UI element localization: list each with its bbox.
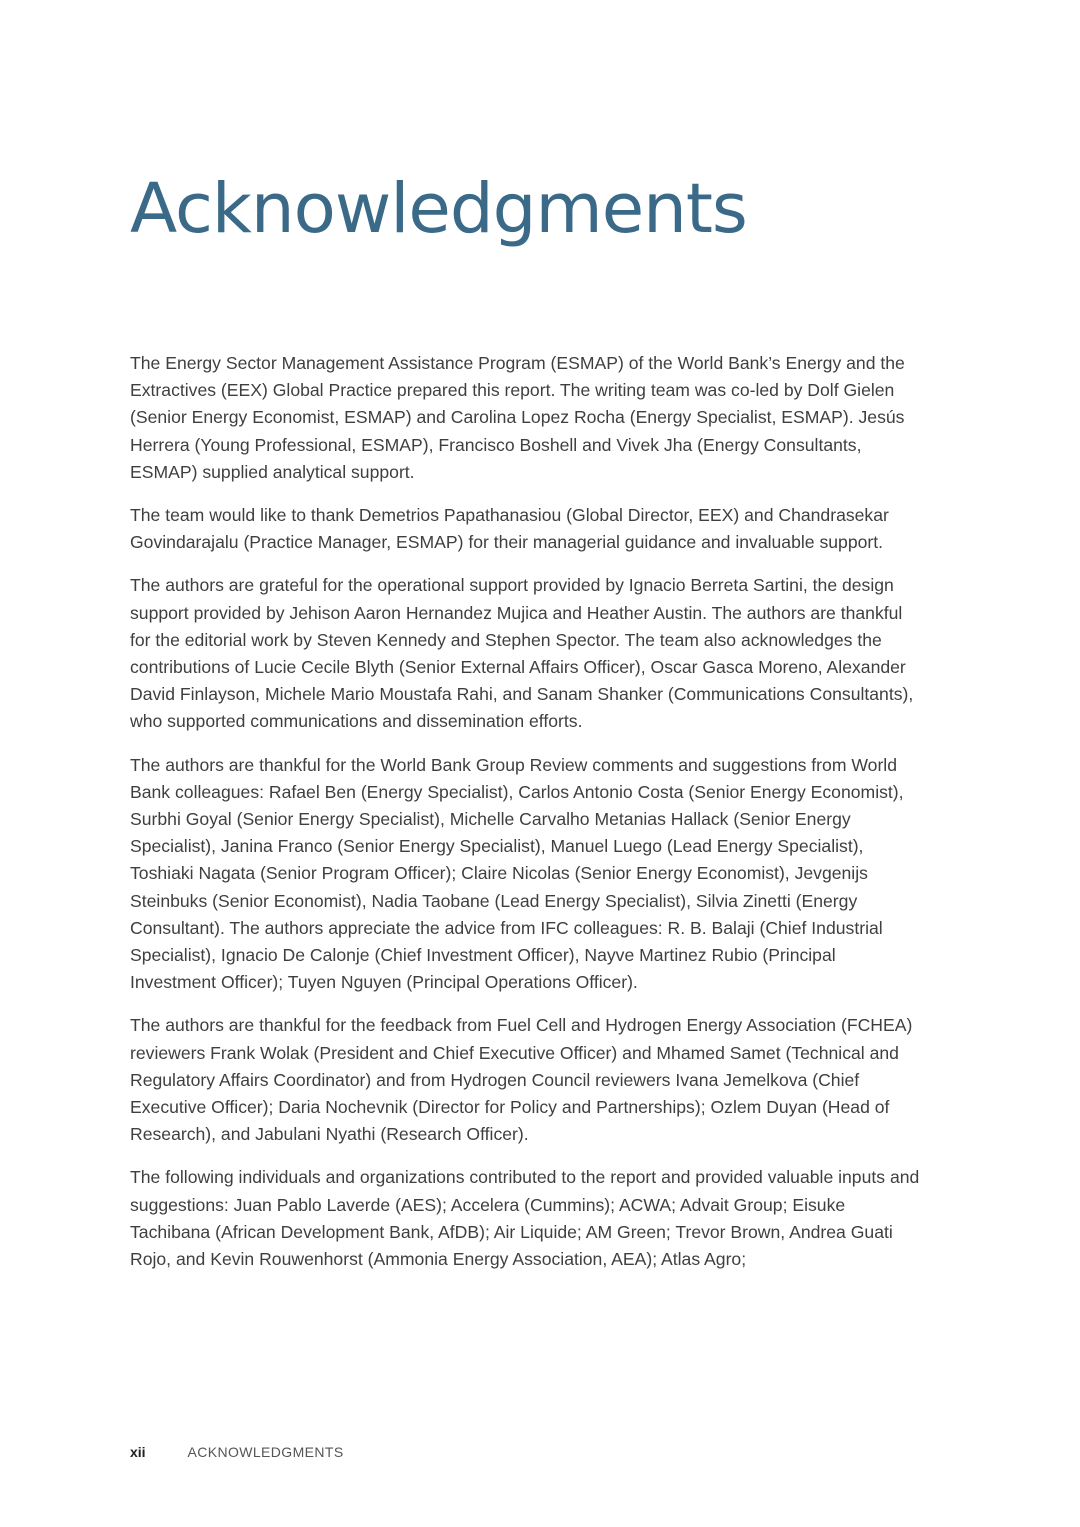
page-footer	[130, 1444, 344, 1460]
page-number: xii	[130, 1444, 146, 1460]
running-head: ACKNOWLEDGMENTS	[187, 1444, 344, 1460]
paragraph-managerial-thanks: The team would like to thank Demetrios Papathanasiou (Global Director, EEX) and Chandrasekar Govindarajalu (Practice Manager, ESMAP) for their managerial guidance and invaluable support.	[130, 505, 889, 553]
paragraph-esmap-team: The Energy Sector Management Assistance Program (ESMAP) of the World Bank’s Energy and the Extractives (EEX) Global Practice prepared this report. The writing team was co-led by Dolf Gielen (Senior Energy Economist, ESMAP) and Carolina Lopez Rocha (Energy Specialist, ESMAP). Jesús Herrera (Young Professional, ESMAP), Francisco Boshell and Vivek Jha (Energy Consultants, ESMAP) supplied analytical support.	[130, 353, 905, 482]
paragraph-wbg-review: The authors are thankful for the World Bank Group Review comments and suggestions from World Bank colleagues: Rafael Ben (Energy Specialist), Carlos Antonio Costa (Senior Energy Economist), Surbhi Goyal (Senior Energy Specialist), Michelle Carvalho Metanias Hallack (Senior Energy Specialist), Janina Franco (Senior Energy Specialist), Manuel Luego (Lead Energy Specialist), Toshiaki Nagata (Senior Program Officer); Claire Nicolas (Senior Energy Economist), Jevgenijs Steinbuks (Senior Economist), Nadia Taobane (Lead Energy Specialist), Silvia Zinetti (Energy Consultant). The authors appreciate the advice from IFC colleagues: R. B. Balaji (Chief Industrial Specialist), Ignacio De Calonje (Chief Investment Officer), Nayve Martinez Rubio (Principal Investment Officer); Tuyen Nguyen (Principal Operations Officer).	[130, 754, 904, 993]
page-title: Acknowledgments	[130, 169, 747, 249]
paragraph-external-reviewers: The authors are thankful for the feedback from Fuel Cell and Hydrogen Energy Association (FCHEA) reviewers Frank Wolak (President and Chief Executive Officer) and Mhamed Samet (Technical and Regulatory Affairs Coordinator) and from Hydrogen Council reviewers Ivana Jemelkova (Chief Executive Officer); Daria Nochevnik (Director for Policy and Partnerships); Ozlem Duyan (Head of Research), and Jabulani Nyathi (Research Officer).	[130, 1015, 913, 1145]
acknowledgments-body	[130, 350, 920, 1289]
paragraph-contributors: The following individuals and organizations contributed to the report and provided valuable inputs and suggestions: Juan Pablo Laverde (AES); Accelera (Cummins); ACWA; Advait Group; Eisuke Tachibana (African Development Bank, AfDB); Air Liquide; AM Green; Trevor Brown, Andrea Guati Rojo, and Kevin Rouwenhorst (Ammonia Energy Association, AEA); Atlas Agro;	[130, 1167, 920, 1270]
paragraph-operational-support: The authors are grateful for the operational support provided by Ignacio Berreta Sartini, the design support provided by Jehison Aaron Hernandez Mujica and Heather Austin. The authors are thankful for the editorial work by Steven Kennedy and Stephen Spector. The team also acknowledges the contributions of Lucie Cecile Blyth (Senior External Affairs Officer), Oscar Gasca Moreno, Alexander David Finlayson, Michele Mario Moustafa Rahi, and Sanam Shanker (Communications Consultants), who supported communications and dissemination efforts.	[130, 575, 914, 732]
